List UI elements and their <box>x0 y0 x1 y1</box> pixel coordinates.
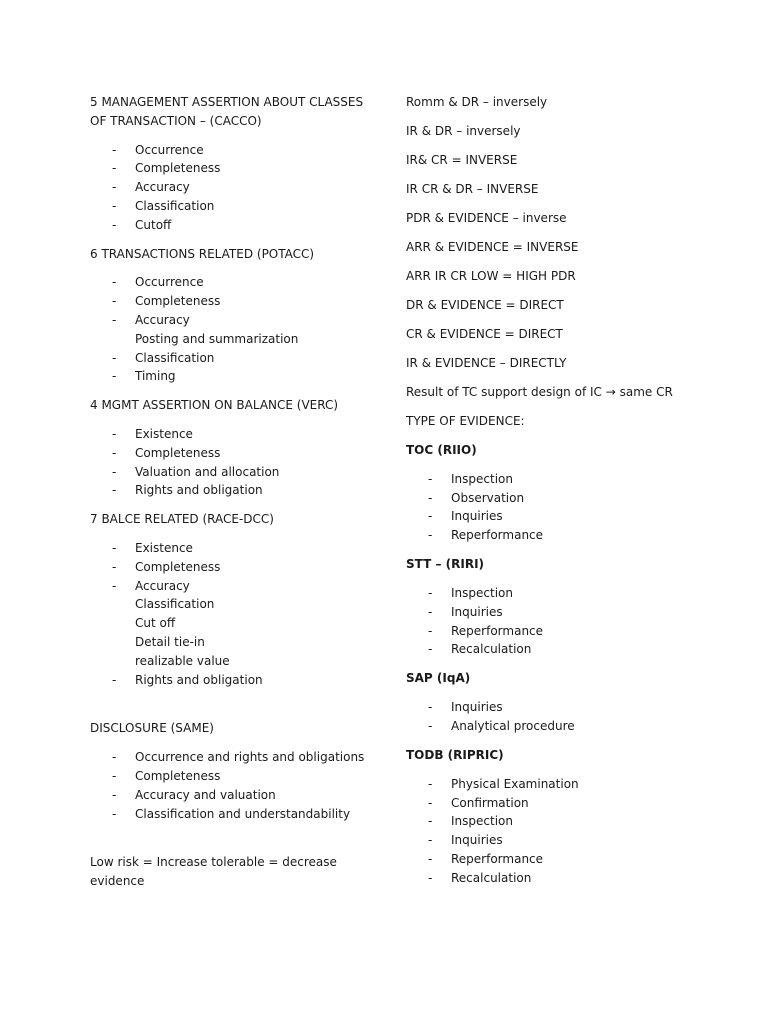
relation-line: ARR IR CR LOW = HIGH PDR <box>406 268 576 283</box>
relation-line: Result of TC support design of IC → same CR <box>406 384 673 399</box>
evidence-type-heading: TYPE OF EVIDENCE: <box>406 413 525 428</box>
list-item: - Inquiries <box>406 831 716 850</box>
section-heading-sap: SAP (IqA) <box>406 671 471 686</box>
right-column <box>406 93 716 898</box>
dash-marker: - <box>428 604 433 619</box>
list-item: - Completeness <box>90 292 365 311</box>
relation-line: IR CR & DR – INVERSE <box>406 181 539 196</box>
dash-marker: - <box>112 161 117 176</box>
dash-marker: - <box>112 445 117 460</box>
list-item: - Reperformance <box>406 622 716 641</box>
dash-marker: - <box>428 490 433 505</box>
list-item: - Reperformance <box>406 850 716 869</box>
list-item: - Existence <box>90 539 365 558</box>
dash-marker: - <box>428 833 433 848</box>
relation-line: IR & EVIDENCE – DIRECTLY <box>406 355 567 370</box>
dash-marker: - <box>112 180 117 195</box>
dash-marker: - <box>112 142 117 157</box>
relation-line: Romm & DR – inversely <box>406 95 548 109</box>
list-item: Detail tie-in <box>135 634 205 649</box>
dash-marker: - <box>112 806 117 821</box>
dash-marker: - <box>112 787 117 802</box>
dash-marker: - <box>112 217 117 232</box>
list-item: - Rights and obligation <box>90 481 365 500</box>
dash-marker: - <box>112 369 117 384</box>
dash-marker: - <box>428 718 433 733</box>
section-heading-todb: TODB (RIPRIC) <box>406 747 504 762</box>
dash-marker: - <box>112 540 117 555</box>
list-item: - Analytical procedure <box>406 717 716 736</box>
list-item: - Occurrence and rights and obligations <box>90 748 365 767</box>
dash-marker: - <box>428 623 433 638</box>
list-item: - Classification and understandability <box>90 805 365 824</box>
list-item: - Completeness <box>90 159 365 178</box>
list-item: - Recalculation <box>406 869 716 888</box>
list-item: - Reperformance <box>406 526 716 545</box>
dash-marker: - <box>428 795 433 810</box>
list-item: Classification <box>135 597 215 612</box>
list-item: - Accuracy <box>90 577 365 596</box>
dash-marker: - <box>112 350 117 365</box>
list-item: - Accuracy <box>90 311 365 330</box>
list-item: - Completeness <box>90 558 365 577</box>
relation-line: ARR & EVIDENCE = INVERSE <box>406 239 579 254</box>
list-item: realizable value <box>135 653 230 668</box>
relation-line: CR & EVIDENCE = DIRECT <box>406 326 563 341</box>
list-item: - Recalculation <box>406 640 716 659</box>
list-todb <box>406 775 716 888</box>
section-heading-disclosure: DISCLOSURE (SAME) <box>90 721 214 736</box>
dash-marker: - <box>428 642 433 657</box>
list-potacc <box>90 273 365 386</box>
dash-marker: - <box>428 509 433 524</box>
dash-marker: - <box>428 870 433 885</box>
dash-marker: - <box>112 768 117 783</box>
dash-marker: - <box>428 851 433 866</box>
section-heading-potacc: 6 TRANSACTIONS RELATED (POTACC) <box>90 246 315 261</box>
list-toc <box>406 470 716 545</box>
section-heading-race-dcc: 7 BALCE RELATED (RACE-DCC) <box>90 512 274 527</box>
list-item: - Occurrence <box>90 141 365 160</box>
list-item: - Timing <box>90 367 365 386</box>
footer-note: Low risk = Increase tolerable = decrease evidence <box>90 855 337 889</box>
relation-line: IR & DR – inversely <box>406 123 521 138</box>
dash-marker: - <box>112 312 117 327</box>
relation-line: IR& CR = INVERSE <box>406 152 518 167</box>
list-item: - Rights and obligation <box>90 671 365 690</box>
list-item: - Completeness <box>90 767 365 786</box>
dash-marker: - <box>112 426 117 441</box>
dash-marker: - <box>112 578 117 593</box>
left-column <box>90 93 365 901</box>
list-item: - Observation <box>406 489 716 508</box>
list-item: - Accuracy and valuation <box>90 786 365 805</box>
list-item: - Inspection <box>406 584 716 603</box>
section-heading-toc: TOC (RIIO) <box>406 442 477 457</box>
dash-marker: - <box>112 559 117 574</box>
relation-line: DR & EVIDENCE = DIRECT <box>406 297 564 312</box>
list-item: - Accuracy <box>90 178 365 197</box>
list-item: - Existence <box>90 425 365 444</box>
list-stt <box>406 584 716 659</box>
relation-line: PDR & EVIDENCE – inverse <box>406 210 567 225</box>
list-sap <box>406 698 716 736</box>
dash-marker: - <box>112 464 117 479</box>
section-heading-stt: STT – (RIRI) <box>406 556 485 571</box>
list-item: - Confirmation <box>406 794 716 813</box>
list-item: Posting and summarization <box>135 331 299 346</box>
blank-line <box>90 833 365 853</box>
blank-line <box>90 699 365 719</box>
section-heading-cacco: 5 MANAGEMENT ASSERTION ABOUT CLASSES OF TRANSACTION – (CACCO) <box>90 95 364 128</box>
list-disclosure <box>90 748 365 823</box>
list-item: - Inquiries <box>406 507 716 526</box>
list-item: - Inspection <box>406 812 716 831</box>
dash-marker: - <box>112 483 117 498</box>
section-heading-verc: 4 MGMT ASSERTION ON BALANCE (VERC) <box>90 398 339 413</box>
list-item: - Inquiries <box>406 603 716 622</box>
dash-marker: - <box>428 585 433 600</box>
list-race-dcc <box>90 539 365 689</box>
list-item: Cut off <box>135 616 176 631</box>
list-item: - Physical Examination <box>406 775 716 794</box>
dash-marker: - <box>112 750 117 765</box>
list-verc <box>90 425 365 500</box>
list-item: - Valuation and allocation <box>90 463 365 482</box>
list-item: - Inspection <box>406 470 716 489</box>
dash-marker: - <box>112 672 117 687</box>
dash-marker: - <box>112 294 117 309</box>
dash-marker: - <box>428 776 433 791</box>
dash-marker: - <box>428 471 433 486</box>
dash-marker: - <box>112 275 117 290</box>
list-item: - Classification <box>90 197 365 216</box>
list-item: - Cutoff <box>90 216 365 235</box>
dash-marker: - <box>428 814 433 829</box>
list-cacco <box>90 141 365 235</box>
dash-marker: - <box>112 198 117 213</box>
list-item: - Occurrence <box>90 273 365 292</box>
list-item: - Classification <box>90 349 365 368</box>
list-item: - Completeness <box>90 444 365 463</box>
dash-marker: - <box>428 700 433 715</box>
dash-marker: - <box>428 528 433 543</box>
list-item: - Inquiries <box>406 698 716 717</box>
